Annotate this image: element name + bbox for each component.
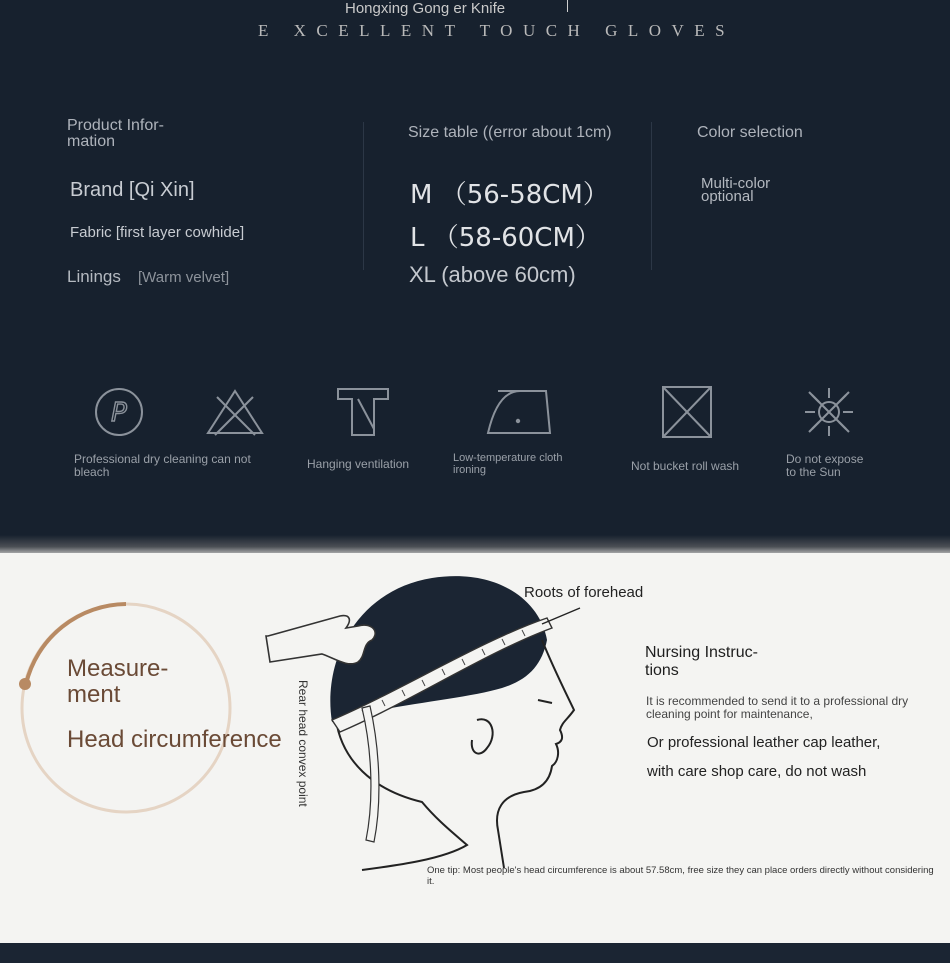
care-label-line: Do not expose bbox=[786, 452, 864, 466]
brand-value: Brand [Qi Xin] bbox=[70, 179, 195, 201]
care-label-ironing bbox=[453, 452, 562, 476]
brand-divider bbox=[567, 0, 568, 12]
no-sun-icon bbox=[801, 385, 857, 439]
color-options bbox=[701, 177, 770, 203]
hanging-dry-icon bbox=[334, 385, 392, 439]
forehead-label: Roots of forehead bbox=[524, 584, 644, 601]
svg-text:P: P bbox=[111, 398, 127, 428]
measurement-title bbox=[67, 656, 168, 708]
care-label-no-sun bbox=[786, 453, 863, 479]
tagline: E XCELLENT TOUCH GLOVES bbox=[258, 21, 736, 40]
care-label-line: bleach bbox=[74, 465, 110, 479]
head-circumference-title: Head circumference bbox=[67, 726, 282, 753]
care-label-no-tumble: Not bucket roll wash bbox=[631, 459, 740, 473]
measurement-title-line2: ment bbox=[67, 681, 121, 708]
product-info-heading-line1: Product Infor- bbox=[67, 117, 164, 134]
column-divider bbox=[651, 122, 652, 270]
linings-value: [Warm velvet] bbox=[138, 269, 230, 286]
color-options-line2: optional bbox=[701, 188, 754, 205]
size-table-heading: Size table ((error about 1cm) bbox=[408, 124, 612, 141]
footer-bar bbox=[0, 943, 950, 963]
size-tip: One tip: Most people's head circumference is about 57.58cm, free size they can place orders directly without considering it. bbox=[427, 865, 934, 887]
measurement-title-line1: Measure- bbox=[67, 655, 169, 682]
product-info-heading-line2: mation bbox=[67, 133, 116, 150]
dry-clean-icon bbox=[92, 385, 146, 439]
no-bleach-icon bbox=[205, 387, 265, 437]
size-row-m: M （56-58CM） bbox=[410, 180, 609, 210]
rear-head-label: Rear head convex point bbox=[296, 680, 310, 807]
nursing-title bbox=[645, 644, 758, 680]
color-options-line1: Multi-color bbox=[701, 175, 771, 192]
care-label-hanging: Hanging ventilation bbox=[307, 457, 410, 471]
no-tumble-wash-icon bbox=[660, 384, 714, 440]
nursing-line-2: with care shop care, do not wash bbox=[647, 763, 867, 780]
color-selection-heading: Color selection bbox=[697, 124, 803, 141]
product-info-heading bbox=[67, 118, 164, 150]
column-divider bbox=[363, 122, 364, 270]
care-label-line: Professional dry cleaning can not bbox=[74, 452, 251, 466]
size-row-l: L （58-60CM） bbox=[410, 223, 601, 253]
head-measurement-illustration bbox=[262, 570, 592, 875]
linings-label: Linings bbox=[67, 267, 121, 286]
nursing-title-line1: Nursing Instruc- bbox=[645, 644, 758, 661]
iron-icon bbox=[484, 385, 554, 439]
fabric-value: Fabric [first layer cowhide] bbox=[70, 224, 245, 241]
nursing-title-line2: tions bbox=[645, 662, 679, 679]
nursing-line-1: Or professional leather cap leather, bbox=[647, 734, 881, 751]
brand-line: Hongxing Gong er Knife bbox=[345, 0, 506, 17]
care-label-line: ironing bbox=[453, 464, 487, 476]
care-label-line: to the Sun bbox=[786, 465, 841, 479]
care-label-line: Low-temperature cloth bbox=[453, 452, 563, 464]
care-label-dry-clean bbox=[74, 453, 251, 479]
nursing-recommendation: It is recommended to send it to a professional dry cleaning point for maintenance, bbox=[646, 694, 909, 721]
size-row-xl: XL (above 60cm) bbox=[409, 262, 576, 287]
